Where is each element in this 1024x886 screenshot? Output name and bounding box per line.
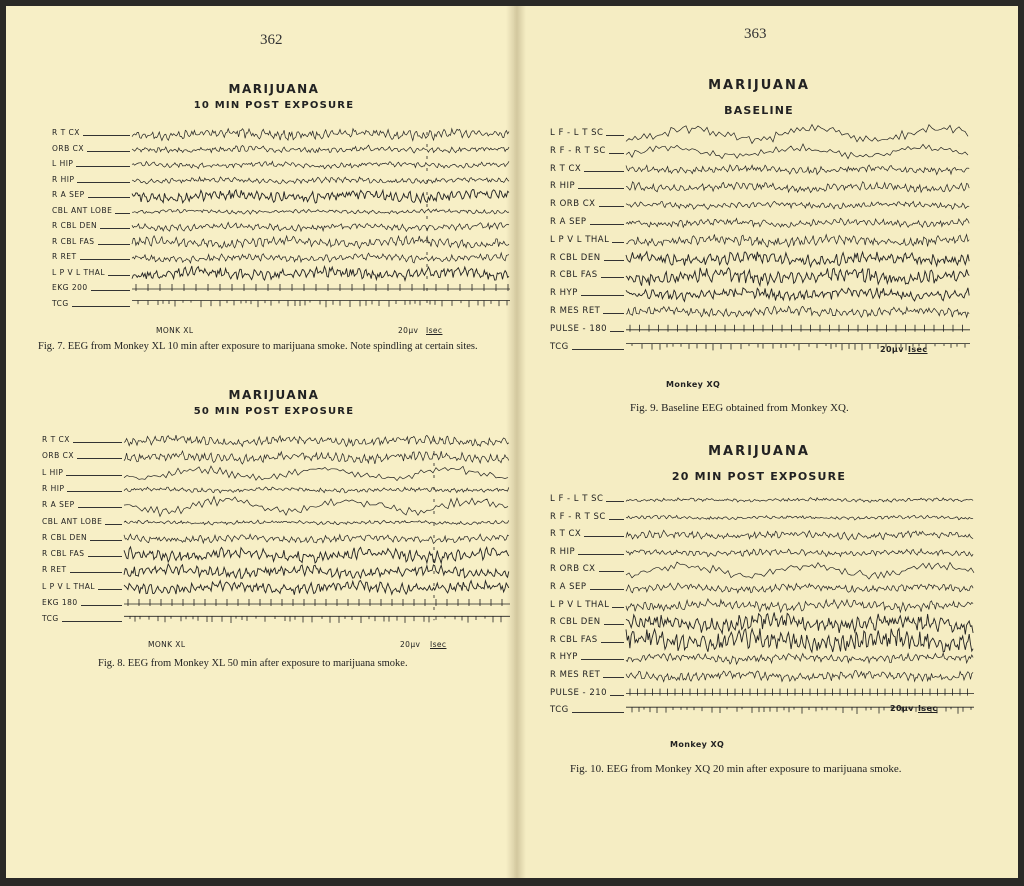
fig7-label-r-a-sep: R A SEP (52, 190, 85, 199)
fig10-label-tcg: TCG (550, 705, 569, 716)
figure-9-time: Isec (908, 345, 928, 354)
fig8-label-r-cbl-den: R CBL DEN (42, 532, 88, 542)
fig10-label-r-orb-cx: R ORB CX (550, 564, 596, 575)
fig10-trace-r-cbl-fas (626, 628, 973, 652)
fig8-label-r-ret: R RET (42, 565, 67, 575)
figure-8-traces (124, 429, 510, 649)
fig10-leader-r-f-r-t-sc (609, 519, 624, 520)
book-gutter (506, 6, 526, 878)
fig7-label-r-cbl-den: R CBL DEN (52, 221, 98, 230)
figure-8 (6, 6, 514, 686)
fig10-trace-r-t-cx (626, 530, 973, 540)
fig10-leader-pulse-210 (610, 695, 624, 696)
fig8-leader-l-hip (66, 475, 122, 476)
fig10-trace-r-hyp (626, 653, 973, 664)
figure-10-subject: Monkey XQ (670, 740, 725, 749)
figure-7-time: Isec (426, 326, 443, 335)
fig8-trace-l-p-v-l-thal (124, 581, 509, 595)
fig8-label-orb-cx: ORB CX (42, 451, 75, 461)
figure-7-subtitle: 10 MIN POST EXPOSURE (193, 100, 355, 111)
figure-10-scale: 20µv (890, 704, 914, 713)
fig7-label-r-ret: R RET (52, 252, 77, 261)
figure-10-time: Isec (918, 704, 938, 713)
fig8-label-r-cbl-fas: R CBL FAS (42, 549, 85, 559)
fig10-leader-r-hyp (581, 659, 624, 660)
fig8-trace-r-cbl-fas (124, 547, 509, 563)
fig8-leader-r-ret (70, 572, 122, 573)
fig8-leader-tcg (62, 621, 122, 622)
fig8-trace-r-t-cx (124, 435, 509, 446)
figure-9-caption: Fig. 9. Baseline EEG obtained from Monkey XQ. (630, 402, 849, 414)
fig8-label-cbl-ant-lobe: CBL ANT LOBE (42, 516, 103, 526)
fig8-leader-r-t-cx (73, 442, 122, 443)
fig8-label-r-t-cx: R T CX (42, 435, 70, 444)
page-number-left: 362 (260, 32, 283, 48)
fig7-label-tcg: TCG (52, 298, 69, 308)
fig10-label-r-f-r-t-sc: R F - R T SC (550, 511, 606, 522)
fig10-label-l-p-v-l-thal: L P V L THAL (550, 599, 610, 610)
fig10-leader-r-orb-cx (599, 571, 624, 572)
right-page (514, 6, 1018, 878)
fig9-label-r-hyp: R HYP (550, 288, 578, 299)
fig10-label-r-hip: R HIP (550, 546, 576, 557)
left-page (6, 6, 514, 878)
fig8-leader-ekg-180 (81, 605, 122, 606)
fig8-leader-r-hip (67, 491, 122, 492)
fig8-trace-l-hip (124, 466, 508, 481)
figure-8-title: MARIJUANA (228, 388, 320, 402)
figure-9-scale: 20µv (880, 345, 904, 354)
fig10-leader-r-a-sep (590, 589, 624, 590)
book-spread (6, 6, 1018, 878)
fig10-trace-pulse-210 (626, 689, 974, 696)
fig9-label-l-p-v-l-thal: L P V L THAL (550, 234, 610, 245)
fig10-leader-l-f-l-t-sc (606, 501, 624, 502)
page-number-right: 363 (744, 26, 767, 42)
fig9-label-tcg: TCG (550, 341, 569, 352)
fig8-trace-ekg-180 (124, 599, 510, 606)
figure-10 (514, 6, 1018, 806)
fig8-trace-orb-cx (124, 451, 509, 464)
fig7-label-orb-cx: ORB CX (52, 143, 85, 153)
fig7-label-ekg-200: EKG 200 (52, 283, 88, 292)
fig7-label-cbl-ant-lobe: CBL ANT LOBE (52, 205, 113, 215)
figure-7-scale: 20µv (398, 326, 419, 335)
fig9-label-r-f-r-t-sc: R F - R T SC (550, 145, 606, 156)
fig10-trace-r-orb-cx (626, 562, 974, 579)
fig10-label-pulse-210: PULSE - 210 (550, 687, 608, 698)
fig8-trace-r-cbl-den (124, 534, 509, 543)
figure-9-title: MARIJUANA (708, 78, 810, 93)
figure-8-subtitle: 50 MIN POST EXPOSURE (193, 406, 355, 417)
fig9-label-r-cbl-den: R CBL DEN (550, 252, 601, 263)
fig9-label-r-t-cx: R T CX (550, 163, 582, 174)
figure-10-traces (626, 488, 974, 741)
fig8-leader-r-cbl-den (90, 540, 122, 541)
fig9-label-r-mes-ret: R MES RET (550, 306, 601, 316)
fig10-trace-r-mes-ret (626, 671, 973, 682)
figure-8-scale: 20µv (400, 640, 421, 649)
figure-9-subject: Monkey XQ (666, 380, 721, 389)
fig7-label-l-hip: L HIP (52, 159, 74, 168)
fig7-label-r-t-cx: R T CX (52, 128, 80, 137)
fig10-leader-r-cbl-fas (601, 642, 624, 643)
fig10-trace-r-cbl-den (626, 613, 973, 635)
fig8-label-r-a-sep: R A SEP (42, 500, 75, 510)
figure-8-subject: MONK XL (148, 640, 186, 649)
fig8-label-tcg: TCG (42, 614, 59, 624)
figure-8-time: Isec (430, 640, 447, 649)
fig9-label-l-f-l-t-sc: L F - L T SC (550, 128, 604, 138)
fig8-label-l-hip: L HIP (42, 467, 64, 477)
fig8-leader-r-cbl-fas (88, 556, 122, 557)
fig8-leader-r-a-sep (78, 507, 122, 508)
fig10-leader-tcg (572, 712, 624, 713)
fig8-label-l-p-v-l-thal: L P V L THAL (42, 581, 96, 591)
fig8-leader-cbl-ant-lobe (105, 524, 122, 525)
fig7-label-r-hip: R HIP (52, 174, 75, 184)
fig8-label-r-hip: R HIP (42, 483, 65, 493)
fig10-label-r-mes-ret: R MES RET (550, 670, 601, 680)
fig7-label-r-cbl-fas: R CBL FAS (52, 236, 95, 246)
figure-10-title: MARIJUANA (708, 444, 810, 459)
fig8-label-ekg-180: EKG 180 (42, 598, 78, 607)
fig8-trace-tcg (124, 616, 510, 623)
fig10-label-r-a-sep: R A SEP (550, 582, 587, 592)
figure-9-subtitle: BASELINE (724, 104, 794, 117)
fig10-label-l-f-l-t-sc: L F - L T SC (550, 494, 604, 504)
fig10-trace-r-f-r-t-sc (626, 515, 973, 520)
fig8-trace-r-ret (124, 564, 509, 578)
fig10-label-r-cbl-fas: R CBL FAS (550, 634, 598, 645)
figure-8-caption: Fig. 8. EEG from Monkey XL 50 min after exposure to marijuana smoke. (98, 658, 408, 669)
fig9-label-r-hip: R HIP (550, 181, 576, 192)
figure-10-caption: Fig. 10. EEG from Monkey XQ 20 min after exposure to marijuana smoke. (570, 763, 902, 775)
fig10-leader-r-cbl-den (604, 624, 624, 625)
fig9-label-r-a-sep: R A SEP (550, 217, 587, 227)
fig9-label-r-orb-cx: R ORB CX (550, 199, 596, 210)
figure-7-subject: MONK XL (156, 326, 194, 335)
fig10-trace-l-f-l-t-sc (626, 498, 973, 503)
figure-7-caption: Fig. 7. EEG from Monkey XL 10 min after exposure to marijuana smoke. Note spindling at certain sites. (38, 341, 478, 352)
fig10-trace-r-hip (626, 549, 973, 557)
figure-10-subtitle: 20 MIN POST EXPOSURE (671, 470, 847, 483)
fig8-trace-r-a-sep (124, 497, 508, 517)
fig10-leader-l-p-v-l-thal (612, 607, 624, 608)
fig8-leader-l-p-v-l-thal (98, 589, 122, 590)
figure-7-title: MARIJUANA (228, 82, 320, 96)
fig7-label-l-p-v-l-thal: L P V L THAL (52, 267, 106, 277)
fig9-label-pulse-180: PULSE - 180 (550, 323, 608, 334)
fig10-leader-r-hip (578, 554, 624, 555)
fig10-label-r-cbl-den: R CBL DEN (550, 617, 601, 628)
fig8-trace-r-hip (124, 487, 509, 493)
fig10-trace-l-p-v-l-thal (626, 599, 973, 612)
fig10-leader-r-mes-ret (603, 677, 624, 678)
fig10-trace-r-a-sep (626, 583, 973, 593)
fig9-label-r-cbl-fas: R CBL FAS (550, 270, 598, 281)
fig8-leader-orb-cx (77, 458, 122, 459)
fig10-label-r-hyp: R HYP (550, 652, 578, 663)
fig10-label-r-t-cx: R T CX (550, 529, 582, 540)
fig8-trace-cbl-ant-lobe (124, 520, 509, 525)
fig10-leader-r-t-cx (584, 536, 624, 537)
